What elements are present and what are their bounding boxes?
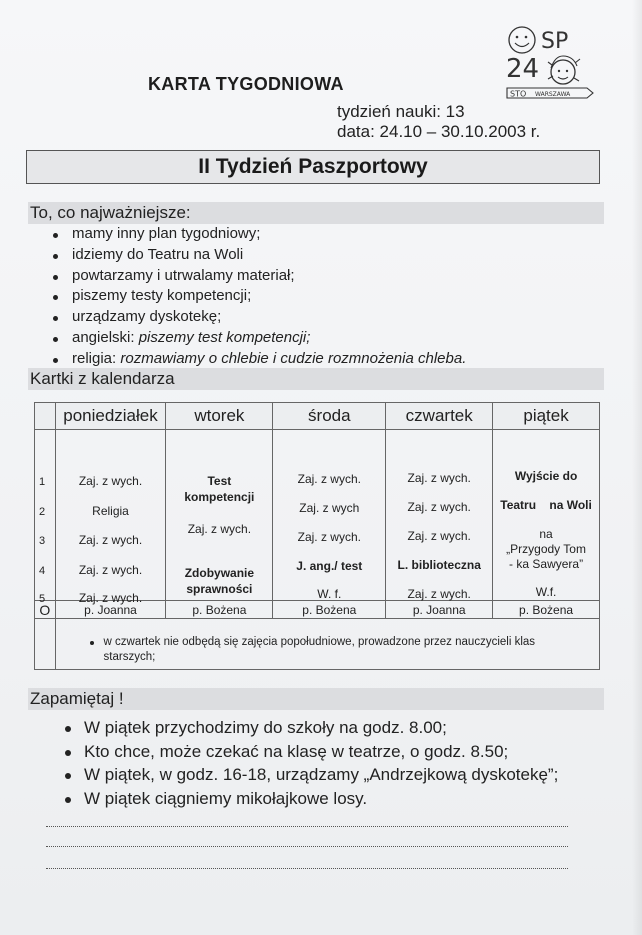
list-item: powtarzamy i utrwalamy materiał; <box>50 266 466 287</box>
lesson: sprawności <box>186 582 253 596</box>
logo-number-text: 24 <box>506 54 540 84</box>
lesson: Zaj. z wych. <box>78 533 143 547</box>
day-tuesday: wtorek <box>166 403 273 430</box>
lesson: Zaj. z wych. <box>78 563 143 577</box>
lesson: Zaj. z wych. <box>407 587 471 601</box>
list-item: W piątek ciągniemy mikołajkowe losy. <box>62 787 558 811</box>
wednesday-cell <box>273 430 386 601</box>
logo-ribbon-left: STO <box>510 89 527 99</box>
lesson: Teatru na Woli <box>500 498 592 512</box>
day-friday: piątek <box>493 403 600 430</box>
list-item: W piątek przychodzimy do szkoły na godz. 8.00; <box>62 716 558 740</box>
lesson-number: 3 <box>39 535 46 547</box>
opieka-label: O <box>35 601 56 619</box>
thursday-cell <box>386 430 493 601</box>
schedule-note: w czwartek nie odbędą się zajęcia popołudniowe, prowadzone przez nauczycieli klas starszych; <box>104 635 585 665</box>
dotted-line <box>46 868 568 869</box>
important-list <box>50 224 466 370</box>
lesson: kompetencji <box>184 490 255 504</box>
teacher-monday: p. Joanna <box>55 601 166 619</box>
lesson: Test <box>207 474 232 488</box>
section-calendar-heading: Kartki z kalendarza <box>28 368 604 390</box>
dotted-line <box>46 826 568 827</box>
day-thursday: czwartek <box>386 403 493 430</box>
page-edge-shadow <box>632 0 642 935</box>
section-remember-heading: Zapamiętaj ! <box>28 688 604 710</box>
teacher-thursday: p. Joanna <box>386 601 493 619</box>
notes-row <box>35 619 600 670</box>
lesson: J. ang./ test <box>296 559 363 573</box>
list-item: piszemy testy kompetencji; <box>50 286 466 307</box>
lesson: - ka Sawyera” <box>509 557 584 571</box>
lesson: Zaj. z wych. <box>407 500 471 514</box>
logo-sp-text: SP <box>541 29 569 54</box>
lesson: Zaj. z wych <box>299 501 360 515</box>
lesson-number: 1 <box>39 476 46 488</box>
lesson: L. biblioteczna <box>397 558 481 572</box>
lesson: Zdobywanie <box>184 566 255 580</box>
list-item: Kto chce, może czekać na klasę w teatrze, o godz. 8.50; <box>62 740 558 764</box>
lesson: Zaj. z wych. <box>407 471 471 485</box>
lesson: Wyjście do <box>514 469 578 483</box>
lesson-numbers-cell <box>35 430 56 605</box>
logo-ribbon-right: WARSZAWA <box>535 91 571 98</box>
list-item: urządzamy dyskotekę; <box>50 307 466 328</box>
lesson: Zaj. z wych. <box>78 591 143 605</box>
lesson: W.f. <box>535 585 557 599</box>
list-item: idziemy do Teatru na Woli <box>50 245 466 266</box>
lesson-number: 5 <box>39 593 46 605</box>
list-item: W piątek, w godz. 16-18, urządzamy „Andrzejkową dyskotekę”; <box>62 763 558 787</box>
day-monday: poniedziałek <box>55 403 166 430</box>
list-item: mamy inny plan tygodniowy; <box>50 224 466 245</box>
teacher-wednesday: p. Bożena <box>273 601 386 619</box>
dotted-line <box>46 846 568 847</box>
week-number: tydzień nauki: 13 <box>337 102 465 121</box>
lesson: Zaj. z wych. <box>78 474 143 488</box>
notes-corner <box>35 619 56 670</box>
remember-list <box>62 716 558 810</box>
day-wednesday: środa <box>273 403 386 430</box>
table-header-row <box>35 403 600 430</box>
lesson: Religia <box>92 504 129 518</box>
document-title: KARTA TYGODNIOWA <box>148 74 344 94</box>
lesson: Zaj. z wych. <box>407 529 471 543</box>
lesson: W. f. <box>317 587 342 601</box>
table-header-corner <box>35 403 56 430</box>
lesson-number: 4 <box>39 565 46 577</box>
list-item: religia: rozmawiamy o chlebie i cudzie rozmnożenia chleba. <box>50 349 466 370</box>
lesson: Zaj. z wych. <box>297 472 361 486</box>
list-item: angielski: piszemy test kompetencji; <box>50 328 466 349</box>
section-important-heading: To, co najważniejsze: <box>28 202 604 224</box>
school-logo <box>505 22 597 106</box>
week-banner: II Tydzień Paszportowy <box>26 150 600 184</box>
teacher-friday: p. Bożena <box>493 601 600 619</box>
notes-cell <box>55 619 599 670</box>
schedule-table <box>34 402 600 670</box>
table-row <box>35 430 600 601</box>
lesson: Zaj. z wych. <box>297 530 361 544</box>
lesson: na <box>539 527 553 541</box>
tuesday-cell <box>166 430 273 601</box>
lesson: „Przygody Tom <box>506 542 586 556</box>
lesson-number: 2 <box>39 506 46 518</box>
date-range: data: 24.10 – 30.10.2003 r. <box>337 122 541 141</box>
monday-cell <box>55 430 166 605</box>
friday-cell <box>493 430 600 601</box>
teacher-tuesday: p. Bożena <box>166 601 273 619</box>
lesson: Zaj. z wych. <box>187 522 252 536</box>
